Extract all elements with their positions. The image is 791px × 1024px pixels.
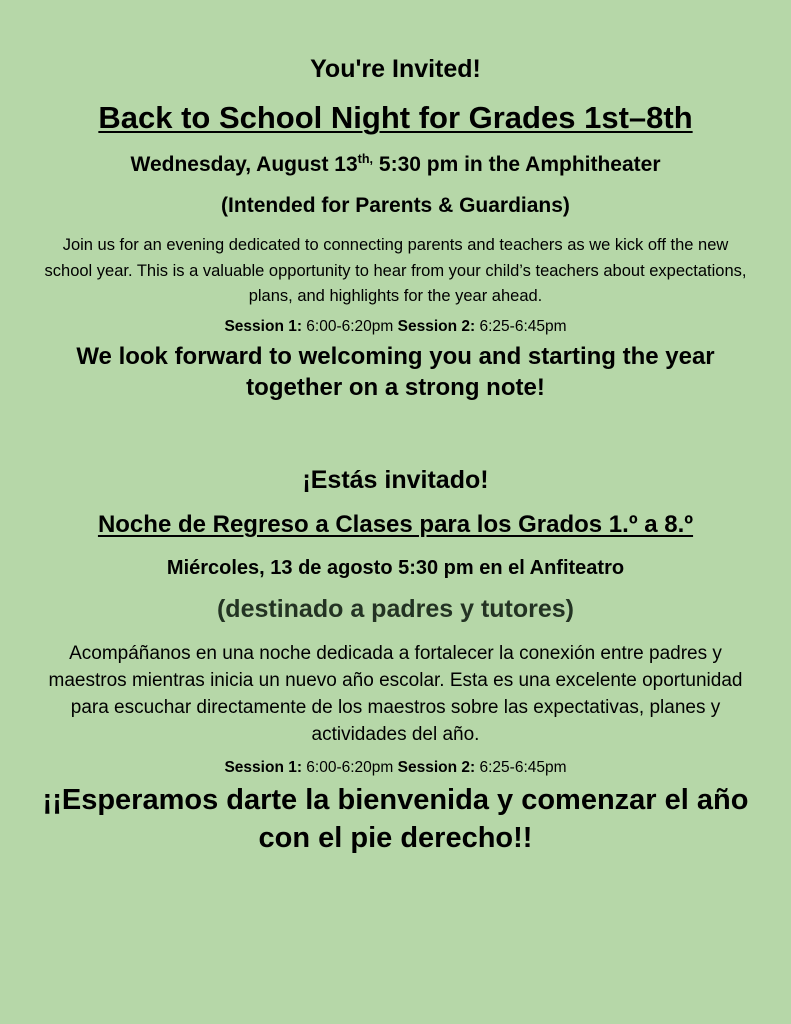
english-closing-message: We look forward to welcoming you and starting the year together on a strong note! [76, 343, 715, 401]
spanish-invited-heading: ¡Estás invitado! [302, 466, 489, 494]
spanish-event-title [0, 511, 791, 539]
english-event-title [0, 100, 791, 136]
spanish-session1-label: Session 1: [224, 759, 302, 776]
spanish-description: Acompáñanos en una noche dedicada a fortalecer la conexión entre padres y maestros mientras inicia un nuevo año escolar. Esta es una excelente oportunidad para escuchar directamente de los maestros sobre las expectativas, planes y actividades del año. [48, 643, 743, 745]
spanish-event-date: Miércoles, 13 de agosto 5:30 pm en el Anfiteatro [166, 557, 625, 579]
spanish-sessions [0, 759, 791, 777]
spanish-session2-label: Session 2: [397, 759, 476, 776]
spanish-closing-message: ¡¡Esperamos darte la bienvenida y comenzar el año con el pie derecho!! [42, 784, 749, 854]
spanish-session1-time: 6:00-6:20pm [302, 759, 398, 776]
english-description: Join us for an evening dedicated to connecting parents and teachers as we kick off the new school year. This is a valuable opportunity to hear from your child’s teachers about expectations, plans, and highlights for the year ahead. [44, 236, 747, 305]
english-session2-label: Session 2: [397, 318, 476, 335]
english-session2-time: 6:25-6:45pm [475, 318, 567, 335]
english-event-date [0, 153, 791, 177]
spanish-event-title-text: Noche de Regreso a Clases para los Grados 1.º a 8.º [97, 511, 694, 538]
english-session1-label: Session 1: [224, 318, 302, 335]
english-date-suffix: 5:30 pm in the Amphitheater [373, 153, 661, 176]
english-invited-heading: You're Invited! [310, 55, 481, 83]
spanish-intended-audience: (destinado a padres y tutores) [216, 595, 575, 623]
english-date-prefix: Wednesday, August 13 [130, 153, 358, 176]
english-date-superscript: th, [357, 152, 374, 166]
english-session1-time: 6:00-6:20pm [302, 318, 398, 335]
english-event-title-text: Back to School Night for Grades 1st–8th [98, 100, 693, 135]
english-sessions [0, 318, 791, 336]
english-intended-audience: (Intended for Parents & Guardians) [221, 194, 570, 217]
spanish-session2-time: 6:25-6:45pm [475, 759, 567, 776]
